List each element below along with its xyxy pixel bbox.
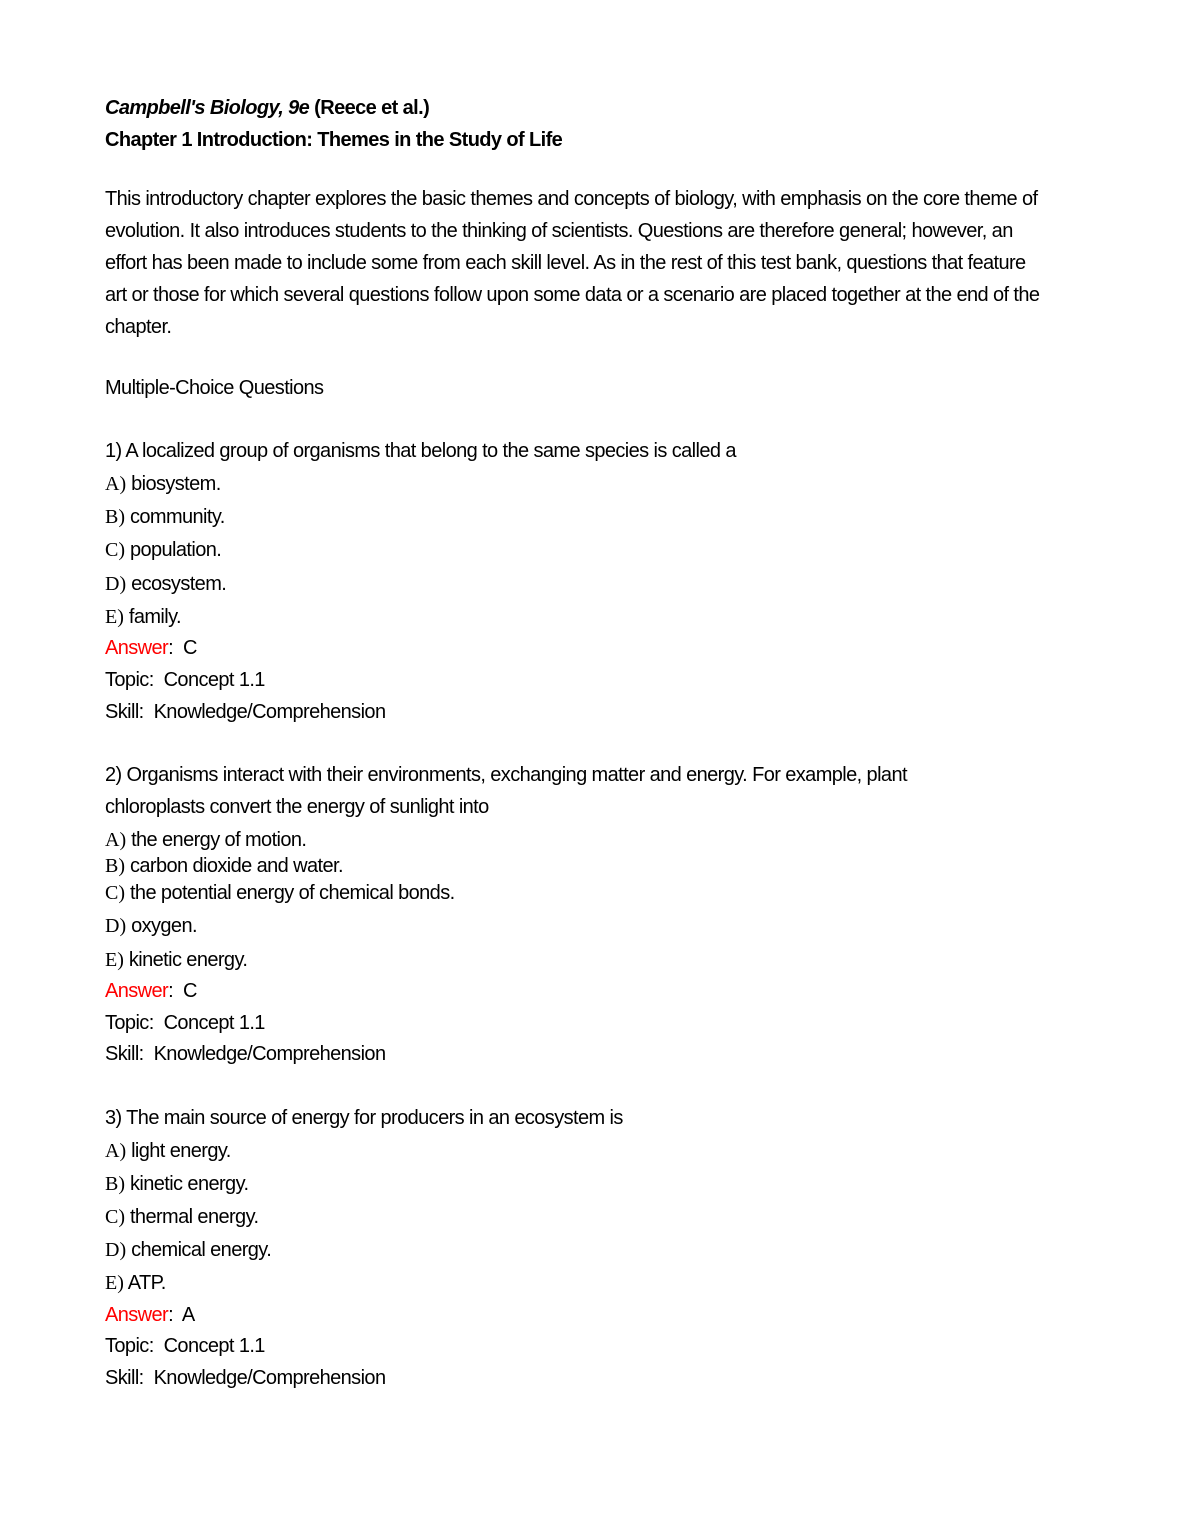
topic-value: Concept 1.1 xyxy=(163,669,265,691)
question-stem: 1) A localized group of organisms that belong to the same species is called a xyxy=(105,440,736,462)
option-b xyxy=(105,505,225,529)
option-text: oxygen. xyxy=(131,915,197,937)
book-header xyxy=(105,96,429,120)
skill-line xyxy=(105,1042,385,1066)
skill-value: Knowledge/Comprehension xyxy=(153,1367,386,1389)
option-text: ATP. xyxy=(127,1272,166,1294)
option-c xyxy=(105,538,221,562)
option-a xyxy=(105,472,221,496)
skill-line xyxy=(105,700,385,724)
intro-paragraph xyxy=(105,183,1095,343)
option-c xyxy=(105,881,455,905)
question-stem: 2) Organisms interact with their environments, exchanging matter and energy. For example, plant xyxy=(105,764,907,786)
option-b xyxy=(105,1172,248,1196)
topic-line xyxy=(105,1011,265,1035)
answer-value: C xyxy=(182,637,197,659)
option-text: kinetic energy. xyxy=(129,1173,249,1195)
option-text: biosystem. xyxy=(131,473,221,495)
option-letter: A) xyxy=(105,1140,127,1162)
question-stem: chloroplasts convert the energy of sunlight into xyxy=(105,796,489,818)
skill-label: Skill: xyxy=(105,701,144,723)
option-letter: B) xyxy=(105,506,125,528)
topic-value: Concept 1.1 xyxy=(163,1012,265,1034)
chapter-title: Chapter 1 Introduction: Themes in the Study of Life xyxy=(105,129,563,151)
option-text: kinetic energy. xyxy=(128,949,248,971)
option-c xyxy=(105,1205,258,1229)
option-d xyxy=(105,572,226,596)
intro-line: chapter. xyxy=(105,316,172,338)
option-letter: E) xyxy=(105,606,124,628)
option-text: community. xyxy=(129,506,225,528)
option-text: thermal energy. xyxy=(129,1206,259,1228)
option-letter: E) xyxy=(105,949,124,971)
option-d xyxy=(105,1238,271,1262)
question-stem: 3) The main source of energy for producers in an ecosystem is xyxy=(105,1107,623,1129)
option-e xyxy=(105,605,181,629)
option-letter: C) xyxy=(105,539,125,561)
topic-line xyxy=(105,1334,265,1358)
answer-label: Answer xyxy=(105,1304,169,1326)
option-a xyxy=(105,828,306,852)
answer-line: Answer: C xyxy=(105,637,197,659)
topic-label: Topic: xyxy=(105,1335,154,1357)
option-e xyxy=(105,1271,166,1295)
answer-label: Answer xyxy=(105,637,169,659)
book-title: Campbell's Biology, 9e xyxy=(105,97,310,119)
topic-line xyxy=(105,668,265,692)
book-authors: (Reece et al.) xyxy=(314,97,430,119)
intro-line: art or those for which several questions follow upon some data or a scenario are placed together at the end of the xyxy=(105,284,1040,306)
option-text: carbon dioxide and water. xyxy=(129,855,343,877)
option-text: light energy. xyxy=(131,1140,231,1162)
answer-value: A xyxy=(181,1304,195,1326)
option-letter: C) xyxy=(105,882,125,904)
section-heading: Multiple-Choice Questions xyxy=(105,377,324,399)
intro-line: evolution. It also introduces students to the thinking of scientists. Questions are therefore general; however, an xyxy=(105,220,1013,242)
option-letter: A) xyxy=(105,473,127,495)
option-letter: B) xyxy=(105,1173,125,1195)
option-letter: C) xyxy=(105,1206,125,1228)
option-letter: A) xyxy=(105,829,127,851)
answer-value: C xyxy=(182,980,197,1002)
option-letter: D) xyxy=(105,1239,127,1261)
option-letter: D) xyxy=(105,915,127,937)
topic-value: Concept 1.1 xyxy=(163,1335,265,1357)
option-b xyxy=(105,854,343,878)
option-text: the potential energy of chemical bonds. xyxy=(129,882,455,904)
option-d xyxy=(105,914,197,938)
option-text: population. xyxy=(129,539,222,561)
option-text: ecosystem. xyxy=(131,573,227,595)
answer-line: Answer: C xyxy=(105,980,197,1002)
skill-value: Knowledge/Comprehension xyxy=(153,701,386,723)
option-letter: D) xyxy=(105,573,127,595)
topic-label: Topic: xyxy=(105,669,154,691)
topic-label: Topic: xyxy=(105,1012,154,1034)
answer-line: Answer: A xyxy=(105,1304,195,1326)
intro-line: effort has been made to include some from each skill level. As in the rest of this test bank, questions that feature xyxy=(105,252,1026,274)
skill-label: Skill: xyxy=(105,1367,144,1389)
skill-line xyxy=(105,1366,385,1390)
skill-label: Skill: xyxy=(105,1043,144,1065)
option-a xyxy=(105,1139,231,1163)
option-letter: B) xyxy=(105,855,125,877)
answer-label: Answer xyxy=(105,980,169,1002)
intro-line: This introductory chapter explores the basic themes and concepts of biology, with emphasis on the core theme of xyxy=(105,188,1038,210)
option-letter: E) xyxy=(105,1272,124,1294)
option-e xyxy=(105,948,247,972)
option-text: family. xyxy=(128,606,181,628)
skill-value: Knowledge/Comprehension xyxy=(153,1043,386,1065)
option-text: chemical energy. xyxy=(131,1239,272,1261)
option-text: the energy of motion. xyxy=(131,829,307,851)
